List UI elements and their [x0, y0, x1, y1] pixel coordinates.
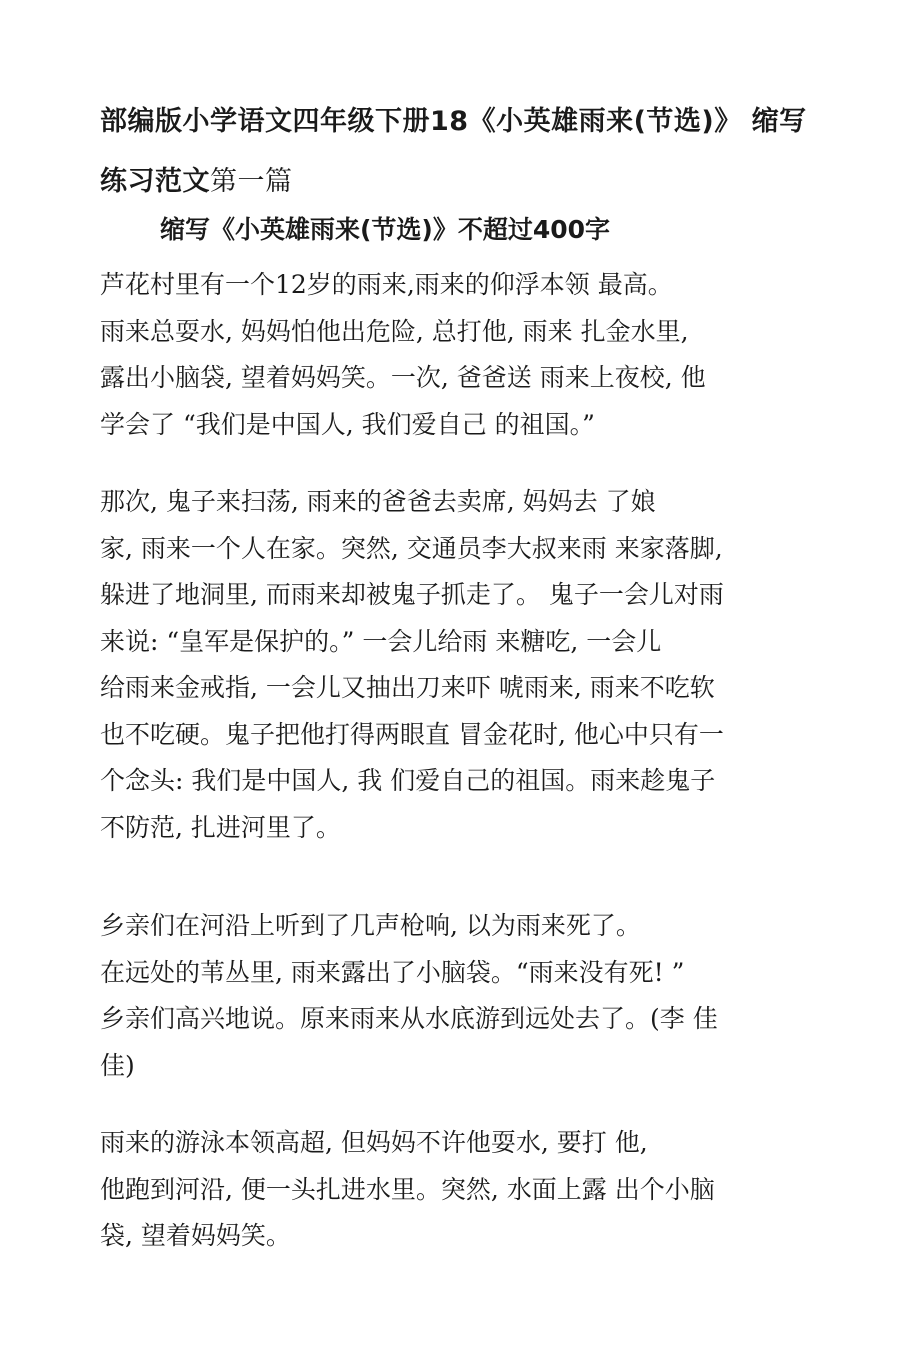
- paragraph-line: 在远处的苇丛里, 雨来露出了小脑袋。“雨来没有死! ”: [100, 957, 685, 987]
- paragraph-line: 乡亲们在河沿上听到了几声枪响, 以为雨来死了。: [100, 911, 641, 940]
- paragraph-line: 那次, 鬼子来扫荡, 雨来的爸爸去卖席, 妈妈去 了娘: [100, 487, 656, 516]
- paragraph-line: 佳): [100, 1050, 135, 1080]
- paragraph-1: [100, 262, 825, 448]
- document-title-main: 部编版小学语文四年级下册18《小英雄雨来(节选)》 缩写练习范文: [100, 106, 807, 197]
- paragraph-line: 他跑到河沿, 便一头扎进水里。突然, 水面上露 出个小脑: [100, 1174, 715, 1204]
- paragraph-line: 个念头: 我们是中国人, 我 们爱自己的祖国。雨来趁鬼子: [100, 766, 716, 795]
- paragraph-line: 乡亲们高兴地说。原来雨来从水底游到远处去了。(李 佳: [100, 1004, 718, 1033]
- paragraph-line: 来说: “皇军是保护的。” 一会儿给雨 来糖吃, 一会儿: [100, 626, 662, 656]
- document-subtitle: 缩写《小英雄雨来(节选)》不超过400字: [160, 215, 611, 244]
- paragraph-3: [100, 903, 825, 1089]
- paragraph-line: 不防范, 扎进河里了。: [100, 812, 341, 842]
- paragraph-line: 芦花村里有一个12岁的雨来,雨来的仰浮本领 最高。: [100, 270, 673, 299]
- paragraph-2: [100, 479, 825, 851]
- paragraph-line: 雨来总耍水, 妈妈怕他出危险, 总打他, 雨来 扎金水里,: [100, 316, 689, 346]
- paragraph-line: 露出小脑袋, 望着妈妈笑。一次, 爸爸送 雨来上夜校, 他: [100, 363, 706, 392]
- document-title: [100, 92, 830, 212]
- paragraph-line: 给雨来金戒指, 一会儿又抽出刀来吓 唬雨来, 雨来不吃软: [100, 673, 715, 702]
- document-title-tail: 第一篇: [210, 166, 293, 197]
- paragraph-line: 也不吃硬。鬼子把他打得两眼直 冒金花时, 他心中只有一: [100, 719, 724, 749]
- paragraph-4: [100, 1120, 825, 1260]
- paragraph-line: 躲进了地洞里, 而雨来却被鬼子抓走了。 鬼子一会儿对雨: [100, 580, 724, 609]
- paragraph-line: 家, 雨来一个人在家。突然, 交通员李大叔来雨 来家落脚,: [100, 533, 723, 563]
- paragraph-line: 雨来的游泳本领高超, 但妈妈不许他耍水, 要打 他,: [100, 1128, 648, 1157]
- paragraph-line: 学会了 “我们是中国人, 我们爱自己 的祖国。”: [100, 409, 595, 439]
- paragraph-line: 袋, 望着妈妈笑。: [100, 1221, 291, 1250]
